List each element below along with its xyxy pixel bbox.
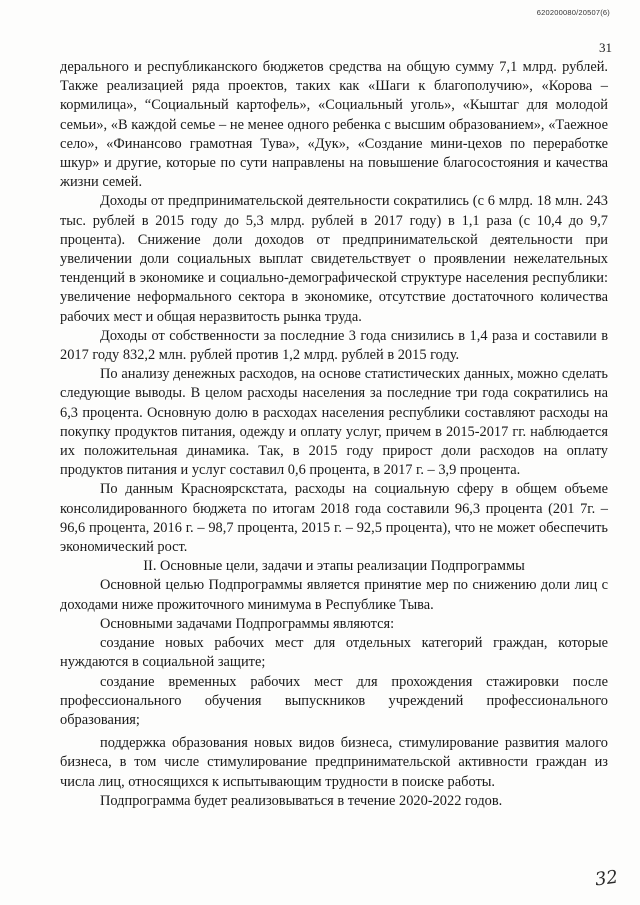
paragraph: Доходы от предпринимательской деятельности сократились (с 6 млрд. 18 млн. 243 тыс. рублей в 2015 году до 5,3 млрд. рублей в 2017 году) в 1,1 раза (с 10,4 до 9,7 процента). Снижение доли доходов от предпринимательской деятельности при увеличении доли социальных выплат свидетельствует о проявлении нежелательных тенденций в экономике и социально-демографической структуре населения республики: увеличение неформального сектора в экономике, отсутствие достаточного количества рабочих мест и общая неразвитость рынка труда. [60,193,608,325]
paragraph: дерального и республиканского бюджетов средства на общую сумму 7,1 млрд. рублей. Также реализацией ряда проектов, таких как «Шаги к благополучию», «Корова – кормилица», “Социальный картофель», «Социальный уголь», «Кыштаг для молодой семьи», «В каждой семье – не менее одного ребенка с высшим образованием», «Таежное село», «Финансово грамотная Тува», «Дук», «Создание мини-цехов по переработке шкур» и другие, которые по сути направлены на повышение благосостояния и качества жизни семей. [60,59,608,191]
document-id: 620200080/20507(6) [536,8,610,17]
page-number: 31 [599,40,612,55]
paragraph: Основной целью Подпрограммы является принятие мер по снижению доли лиц с доходами ниже прожиточного минимума в Республике Тыва. [60,577,608,613]
list-item: создание новых рабочих мест для отдельных категорий граждан, которые нуждаются в социальной защите; [60,635,608,671]
handwritten-page-mark: 32 [593,866,620,891]
paragraph: Подпрограмма будет реализовываться в течение 2020-2022 годов. [100,792,503,809]
list-item: поддержка образования новых видов бизнеса, стимулирование развития малого бизнеса, в том числе стимулирование предпринимательской активности граждан из числа лиц, относящихся к испытывающим трудности в поиске работы. [60,735,608,790]
list-item: создание временных рабочих мест для прохождения стажировки после профессионального обучения выпускников учреждений профессионального образования; [60,673,608,728]
document-body [60,58,608,811]
paragraph: Основными задачами Подпрограммы являются: [100,615,395,632]
paragraph: По анализу денежных расходов, на основе статистических данных, можно сделать следующие выводы. В целом расходы населения за последние три года сократились на 6,3 процента. Основную долю в расходах населения республики составляют расходы на покупку продуктов питания, одежду и оплату услуг, причем в 2015-2017 гг. наблюдается их положительная динамика. Так, в 2015 году прирост доли расходов на оплату продуктов питания и услуг составил 0,6 процента, в 2017 г. – 3,9 процента. [60,366,608,479]
section-heading: II. Основные цели, задачи и этапы реализации Подпрограммы [143,558,525,575]
paragraph: Доходы от собственности за последние 3 года снизились в 1,4 раза и составили в 2017 году 832,2 млн. рублей против 1,2 млрд. рублей в 2015 году. [60,327,608,364]
paragraph: По данным Красноярскстата, расходы на социальную сферу в общем объеме консолидированного бюджета по итогам 2018 года составили 96,3 процента (201 7г. – 96,6 процента, 2016 г. – 98,7 процента, 2015 г. – 92,5 процента), что не может обеспечить экономический рост. [60,481,608,556]
